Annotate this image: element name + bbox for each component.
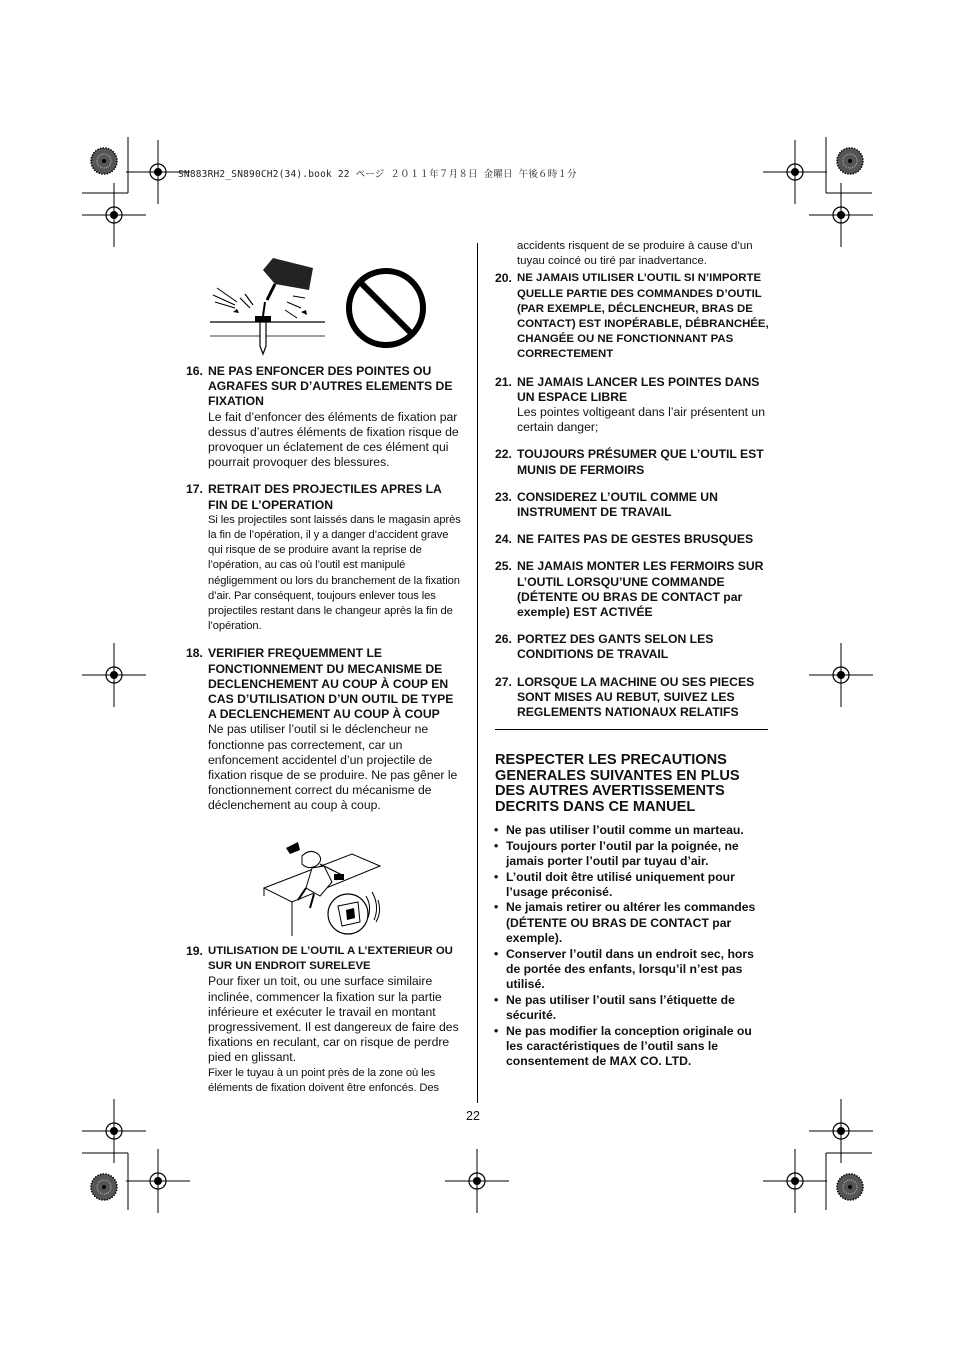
list-item — [186, 944, 461, 1096]
item-number: 24. — [495, 532, 512, 547]
left-column-bottom — [186, 944, 461, 1108]
roof-worker-illustration — [262, 836, 387, 940]
list-item — [186, 364, 461, 470]
item-title: NE PAS ENFONCER DES POINTES OU AGRAFES SUR D’AUTRES ELEMENTS DE FIXATION — [208, 364, 453, 409]
item-text: Pour fixer un toit, ou une surface similaire inclinée, commencer la fixation sur la partie inférieure et exécuter le travail en montant progressivement. Il est dangereux de faire des fixations en reculant, car on risque de perdre pied en glissant. — [208, 974, 459, 1065]
list-item — [495, 375, 770, 436]
list-item — [495, 675, 770, 721]
item-number: 25. — [495, 559, 512, 574]
item-title: NE JAMAIS LANCER LES POINTES DANS UN ESPACE LIBRE — [517, 374, 760, 404]
list-item — [186, 482, 461, 634]
item-number: 18. — [186, 646, 203, 661]
item-text-continued: Fixer le tuyau à un point près de la zone où les éléments de fixation doivent être enfoncés. Des — [208, 1066, 439, 1094]
bullet-item: • Ne jamais retirer ou altérer les commandes (DÉTENTE OU BRAS DE CONTACT par exemple). — [495, 900, 770, 946]
general-precautions-section — [495, 753, 770, 1070]
item-title: TOUJOURS PRÉSUMER QUE L’OUTIL EST MUNIS DE FERMOIRS — [517, 447, 764, 477]
list-item — [495, 532, 770, 547]
continued-text: accidents risquent de se produire à cause d’un tuyau coincé ou tiré par inadvertance. — [517, 240, 753, 268]
section-divider — [495, 729, 768, 730]
list-item — [495, 632, 770, 662]
item-number: 17. — [186, 482, 203, 497]
bullet-item: • L’outil doit être utilisé uniquement pour l’usage préconisé. — [495, 870, 770, 901]
bullet-item: • Toujours porter l’outil par la poignée, ne jamais porter l’outil par tuyau d’air. — [495, 839, 770, 870]
list-item — [495, 271, 770, 362]
list-item — [495, 490, 770, 520]
item-text: Le fait d’enfoncer des éléments de fixation par dessus d’autres éléments de fixation risque de provoquer un éclatement de ces élément qui pourrait provoquer des blessures. — [208, 409, 459, 470]
bullet-item: • Conserver l’outil dans un endroit sec, hors de portée des enfants, lorsqu’il n’est pas utilisé. — [495, 947, 770, 993]
item-title: NE JAMAIS MONTER LES FERMOIRS SUR L’OUTIL LORSQU’UNE COMMANDE (DÉTENTE OU BRAS DE CONTACT par exemple) EST ACTIVÉE — [517, 559, 764, 620]
item-text: Si les projectiles sont laissés dans le magasin après la fin de l’opération, il y a danger d’accident grave qui risque de se produire avant la reprise de l’opération, au cas où l’outil est manipulé négligemment ou lors du branchement de la fixation d’air. Par conséquent, toujours enlever tous les projectiles restant dans le changeur après la fin de l’opération. — [208, 513, 461, 633]
item-number: 22. — [495, 447, 512, 462]
item-number: 16. — [186, 364, 203, 378]
item-title: LORSQUE LA MACHINE OU SES PIECES SONT MISES AU REBUT, SUIVEZ LES REGLEMENTS NATIONAUX RELATIFS — [517, 674, 755, 720]
item-text: Les pointes voltigeant dans l’air présentent un certain danger; — [517, 405, 765, 435]
right-column — [495, 239, 770, 732]
item-title: NE FAITES PAS DE GESTES BRUSQUES — [517, 532, 754, 547]
item-title: RETRAIT DES PROJECTILES APRES LA FIN DE L’OPERATION — [208, 482, 442, 512]
list-item — [495, 559, 770, 620]
item-number: 21. — [495, 374, 512, 389]
column-divider — [477, 243, 478, 1103]
list-item — [186, 646, 461, 813]
page-number: 22 — [466, 1109, 480, 1123]
item-number: 20. — [495, 271, 512, 286]
item-title: UTILISATION DE L’OUTIL A L’EXTERIEUR OU SUR UN ENDROIT SURELEVE — [208, 945, 453, 973]
nail-over-fastener-illustration — [205, 250, 330, 360]
section-title: RESPECTER LES PRECAUTIONS GENERALES SUIVANTES EN PLUS DES AUTRES AVERTISSEMENTS DECRITS DANS CE MANUEL — [495, 752, 740, 815]
item-title: NE JAMAIS UTILISER L’OUTIL SI N’IMPORTE QUELLE PARTIE DES COMMANDES D’OUTIL (PAR EXEMPLE, DÉCLENCHEUR, BRAS DE CONTACT) EST INOPÉRABLE, DÉBRANCHÉE, CHANGÉE OU NE FONCTIONNANT PAS CORRECTEMENT — [517, 272, 769, 361]
item-title: CONSIDEREZ L’OUTIL COMME UN INSTRUMENT DE TRAVAIL — [517, 489, 718, 520]
prohibition-icon — [343, 265, 429, 351]
left-column — [186, 364, 461, 826]
item-number: 26. — [495, 632, 512, 647]
bullet-item: • Ne pas utiliser l’outil sans l’étiquette de sécurité. — [495, 993, 770, 1024]
item-title: PORTEZ DES GANTS SELON LES CONDITIONS DE TRAVAIL — [517, 632, 714, 662]
file-header: SN883RH2_SN890CH2(34).book 22 ページ ２０１１年７月８日 金曜日 午後６時１分 — [178, 169, 577, 180]
bullet-item: • Ne pas modifier la conception originale ou les caractéristiques de l’outil sans le consentement de MAX CO. LTD. — [495, 1024, 770, 1070]
precautions-list — [495, 823, 770, 1070]
list-item — [495, 447, 770, 477]
item-number: 27. — [495, 674, 512, 689]
item-number: 23. — [495, 489, 512, 504]
item-title: VERIFIER FREQUEMMENT LE FONCTIONNEMENT DU MECANISME DE DECLENCHEMENT AU COUP À COUP EN CAS D’UTILISATION D’UN OUTIL DE TYPE A DECLENCHEMENT AU COUP À COUP — [208, 646, 454, 722]
item-text: Ne pas utiliser l’outil si le déclencheur ne fonctionne pas correctement, car un enfoncement accidentel d’un projectile de fixation risque de se produire. Ne pas gêner le fonctionnement correct du mécanisme de déclenchement au coup à coup. — [208, 722, 458, 813]
item-number: 19. — [186, 944, 203, 958]
bullet-item: • Ne pas utiliser l’outil comme un marteau. — [495, 823, 770, 838]
